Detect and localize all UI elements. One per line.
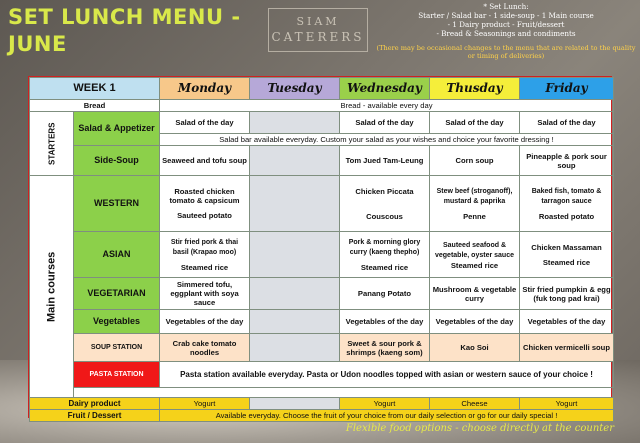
asian-friday: Chicken Massaman Steamed rice <box>520 232 614 278</box>
vegetarian-wednesday: Panang Potato <box>340 278 430 310</box>
logo-line-1: SIAM <box>296 15 340 28</box>
soup-station-label: SOUP STATION <box>74 334 160 362</box>
header-row <box>30 78 614 100</box>
soup-station-wednesday: Sweet & sour pork & shrimps (kaeng som) <box>340 334 430 362</box>
title-line-1: SET LUNCH MENU - <box>8 5 241 29</box>
salad-wednesday: Salad of the day <box>340 112 430 134</box>
info-line: - Bread & Seasonings and condiments <box>436 29 576 38</box>
asian-thursday: Sauteed seafood & vegetable, oyster sauce Steamed rice <box>430 232 520 278</box>
side-soup-tuesday <box>250 146 340 176</box>
pasta-station-note: Pasta station available everyday. Pasta or Udon noodles topped with asian or western sauce of your choice ! <box>160 362 614 388</box>
salad-friday: Salad of the day <box>520 112 614 134</box>
fruit-label: Fruit / Dessert <box>30 410 160 422</box>
dairy-row <box>30 398 614 410</box>
logo-line-2: CATERERS <box>271 30 365 44</box>
asian-row <box>30 232 614 278</box>
soup-station-row <box>30 334 614 362</box>
starters-label: STARTERS <box>30 112 74 176</box>
salad-note: Salad bar available everyday. Custom your salad as your wishes and choice your favorite dressing ! <box>160 134 614 146</box>
western-row <box>30 176 614 232</box>
dairy-label: Dairy product <box>30 398 160 410</box>
menu-change-note: (There may be occasional changes to the menu that are related to the quality or timing of deliveries) <box>376 44 636 60</box>
vegetables-monday: Vegetables of the day <box>160 310 250 334</box>
page-title <box>8 4 241 58</box>
spacer <box>74 388 614 398</box>
set-lunch-info <box>376 2 636 60</box>
soup-station-thursday: Kao Soi <box>430 334 520 362</box>
asian-wednesday: Pork & morning glory curry (kaeng thepho) Steamed rice <box>340 232 430 278</box>
fruit-row <box>30 410 614 422</box>
vegetables-label: Vegetables <box>74 310 160 334</box>
bread-value: Bread - available every day <box>160 100 614 112</box>
western-thursday: Stew beef (stroganoff), mustard & paprika Penne <box>430 176 520 232</box>
day-friday: Friday <box>520 78 614 100</box>
side-soup-friday: Pineapple & pork sour soup <box>520 146 614 176</box>
title-line-2: JUNE <box>8 32 67 56</box>
salad-thursday: Salad of the day <box>430 112 520 134</box>
side-soup-label: Side-Soup <box>74 146 160 176</box>
menu-table <box>29 77 614 422</box>
day-thursday: Thusday <box>430 78 520 100</box>
western-tuesday <box>250 176 340 232</box>
pasta-station-row <box>30 362 614 388</box>
soup-station-tuesday <box>250 334 340 362</box>
western-label: WESTERN <box>74 176 160 232</box>
vegetarian-tuesday <box>250 278 340 310</box>
main-courses-label: Main courses <box>30 176 74 398</box>
siam-caterers-logo <box>268 8 368 52</box>
dairy-monday: Yogurt <box>160 398 250 410</box>
vegetarian-row <box>30 278 614 310</box>
bread-row <box>30 100 614 112</box>
vegetarian-friday: Stir fried pumpkin & egg (fuk tong pad krai) <box>520 278 614 310</box>
soup-station-friday: Chicken vermicelli soup <box>520 334 614 362</box>
vegetarian-thursday: Mushroom & vegetable curry <box>430 278 520 310</box>
vegetarian-label: VEGETARIAN <box>74 278 160 310</box>
vegetables-wednesday: Vegetables of the day <box>340 310 430 334</box>
vegetables-row <box>30 310 614 334</box>
vegetables-tuesday <box>250 310 340 334</box>
dairy-wednesday: Yogurt <box>340 398 430 410</box>
dairy-tuesday <box>250 398 340 410</box>
spacer-row <box>30 388 614 398</box>
western-friday: Baked fish, tomato & tarragon sauce Roasted potato <box>520 176 614 232</box>
info-line: Starter / Salad bar - 1 side-soup - 1 Main course <box>418 11 594 20</box>
fruit-note: Available everyday. Choose the fruit of your choice from our daily selection or go for our daily special ! <box>160 410 614 422</box>
week-label: WEEK 1 <box>30 78 160 100</box>
side-soup-monday: Seaweed and tofu soup <box>160 146 250 176</box>
footer-tagline: Flexible food options - choose directly at the counter <box>345 423 614 434</box>
salad-label: Salad & Appetizer <box>74 112 160 146</box>
western-monday: Roasted chicken tomato & capsicum Sauteed potato <box>160 176 250 232</box>
pasta-station-label: PASTA STATION <box>74 362 160 388</box>
salad-row <box>30 112 614 134</box>
info-line: - 1 Dairy product - Fruit/dessert <box>447 20 565 29</box>
soup-station-monday: Crab cake tomato noodles <box>160 334 250 362</box>
dairy-thursday: Cheese <box>430 398 520 410</box>
vegetables-friday: Vegetables of the day <box>520 310 614 334</box>
day-wednesday: Wednesday <box>340 78 430 100</box>
day-monday: Monday <box>160 78 250 100</box>
vegetables-thursday: Vegetables of the day <box>430 310 520 334</box>
dairy-friday: Yogurt <box>520 398 614 410</box>
day-tuesday: Tuesday <box>250 78 340 100</box>
salad-tuesday <box>250 112 340 134</box>
side-soup-thursday: Corn soup <box>430 146 520 176</box>
salad-monday: Salad of the day <box>160 112 250 134</box>
asian-label: ASIAN <box>74 232 160 278</box>
info-line: * Set Lunch: <box>483 2 529 11</box>
western-wednesday: Chicken Piccata Couscous <box>340 176 430 232</box>
asian-monday: Stir fried pork & thai basil (Krapao moo) Steamed rice <box>160 232 250 278</box>
bread-label: Bread <box>30 100 160 112</box>
asian-tuesday <box>250 232 340 278</box>
vegetarian-monday: Simmered tofu, eggplant with soya sauce <box>160 278 250 310</box>
side-soup-wednesday: Tom Jued Tam-Leung <box>340 146 430 176</box>
side-soup-row <box>30 146 614 176</box>
menu-table-container <box>28 76 612 418</box>
